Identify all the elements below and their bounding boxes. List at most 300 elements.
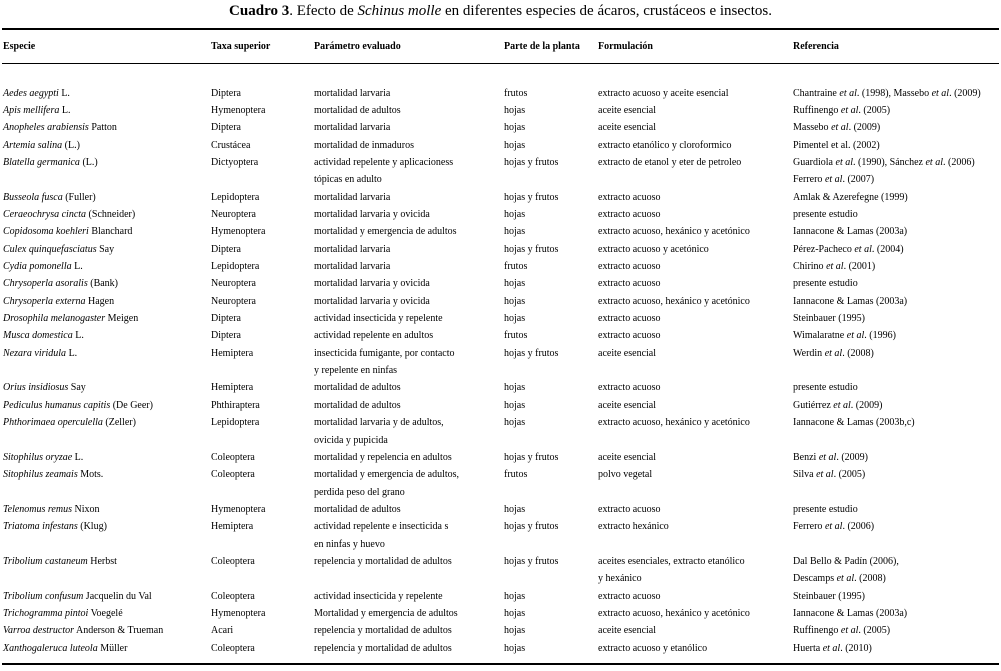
caption-text-after: en diferentes especies de ácaros, crustáceos e insectos. [441, 3, 772, 19]
reference-text: Wimalaratne [793, 330, 847, 342]
formulation-cell: extracto acuoso [598, 191, 661, 203]
formulation-cell: aceite esencial [598, 625, 657, 637]
plant-part-cell: hojas [504, 208, 526, 220]
plant-part-cell: hojas [504, 608, 526, 619]
plant-part-cell: hojas y frutos [504, 521, 559, 533]
species-cell [3, 119, 117, 136]
species-name: Chrysoperla asoralis [3, 278, 88, 290]
species-author: (L.) [79, 156, 98, 168]
reference-text: et al [846, 330, 865, 342]
reference-text: Ferrero [793, 174, 825, 186]
reference-text: presente estudio [793, 208, 858, 220]
plant-part-cell: hojas [504, 122, 526, 134]
reference-text: Ferrero [793, 521, 825, 533]
reference-cell [793, 518, 874, 535]
parameter-cell: actividad repelente y aplicacioness [314, 156, 454, 168]
taxon-cell: Lepidoptera [211, 191, 260, 203]
taxon-cell: Dictyoptera [211, 156, 259, 168]
plant-part-cell: frutos [504, 87, 528, 99]
parameter-cell: actividad insecticida y repelente [314, 590, 443, 602]
species-author: (Fuller) [62, 191, 96, 203]
parameter-cell: mortalidad larvaria y ovicida [314, 208, 430, 220]
species-name: Busseola fusca [3, 191, 63, 203]
plant-part-cell: frutos [504, 261, 528, 272]
parameter-cell: actividad repelente en adultos [314, 330, 434, 342]
reference-text: et al [818, 451, 837, 463]
parameter-cell: mortalidad de adultos [314, 382, 401, 394]
species-name: Aedes aegypti [3, 87, 59, 99]
species-name: Culex quinquefasciatus [3, 243, 97, 255]
parameter-cell: ovicida y pupicida [314, 434, 388, 446]
reference-cell [793, 640, 872, 657]
species-author: Anderson & Trueman [74, 625, 164, 637]
table-caption [0, 2, 1001, 20]
formulation-cell: extracto de etanol y eter de petroleo [598, 156, 742, 168]
reference-text: Chantraine [793, 87, 840, 99]
taxon-cell: Neuroptera [211, 295, 256, 307]
species-name: Blatella germanica [3, 156, 80, 168]
reference-text: . (2009) [836, 451, 868, 463]
species-author: Patton [88, 122, 117, 134]
parameter-cell: mortalidad larvaria [314, 243, 391, 255]
reference-cell [793, 588, 865, 605]
taxon-cell: Diptera [211, 313, 241, 325]
reference-text: Chirino [793, 261, 827, 272]
reference-text: et al [822, 642, 841, 654]
plant-part-cell: hojas [504, 295, 526, 307]
plant-part-cell: hojas [504, 313, 526, 325]
species-name: Sitophilus zeamais [3, 469, 78, 481]
species-cell [3, 310, 138, 327]
taxon-cell: Hymenoptera [211, 226, 266, 238]
taxon-cell: Coleoptera [211, 451, 255, 463]
reference-text: presente estudio [793, 382, 858, 394]
header-rule [2, 63, 999, 64]
species-author: Say [68, 382, 86, 394]
reference-text: presente estudio [793, 278, 858, 290]
species-cell [3, 449, 83, 466]
bottom-rule [2, 663, 999, 665]
reference-cell [793, 258, 875, 275]
taxon-cell: Diptera [211, 330, 241, 342]
reference-text: et al [840, 104, 859, 116]
reference-cell [793, 570, 886, 587]
species-name: Cydia pomonella [3, 261, 72, 272]
reference-cell [793, 622, 890, 639]
species-name: Musca domestica [3, 330, 73, 342]
reference-cell [793, 154, 975, 171]
species-cell [3, 345, 77, 362]
plant-part-cell: hojas [504, 399, 526, 411]
reference-text: Ruffinengo [793, 104, 841, 116]
reference-cell [793, 397, 882, 414]
parameter-cell: actividad repelente e insecticida s [314, 521, 449, 533]
reference-text: presente estudio [793, 503, 858, 515]
formulation-cell: aceite esencial [598, 451, 657, 463]
parameter-cell: mortalidad de adultos [314, 399, 401, 411]
species-cell [3, 501, 99, 518]
plant-part-cell: frutos [504, 330, 528, 342]
reference-text: Pimentel et al. (2002) [793, 139, 880, 151]
reference-cell [793, 85, 981, 102]
reference-cell [793, 206, 858, 223]
plant-part-cell: hojas [504, 139, 526, 151]
reference-text: Massebo [793, 122, 832, 134]
formulation-cell: aceite esencial [598, 347, 657, 359]
plant-part-cell: hojas [504, 625, 526, 637]
reference-text: . (1998), Massebo [856, 87, 932, 99]
plant-part-cell: hojas y frutos [504, 347, 559, 359]
reference-text: Benzi [793, 451, 819, 463]
species-cell [3, 588, 152, 605]
taxon-cell: Hemiptera [211, 521, 254, 533]
reference-text: . (2008) [854, 573, 886, 585]
species-name: Orius insidiosus [3, 382, 69, 394]
species-author: Say [96, 243, 115, 255]
parameter-cell: repelencia y mortalidad de adultos [314, 625, 452, 637]
species-author: Herbst [87, 555, 117, 567]
parameter-cell: mortalidad de adultos [314, 104, 401, 116]
species-name: Copidosoma koehleri [3, 226, 89, 238]
reference-text: et al [824, 174, 843, 186]
caption-species: Schinus molle [357, 3, 442, 19]
reference-text: Iannacone & Lamas (2003a) [793, 295, 908, 307]
taxon-cell: Crustácea [211, 139, 251, 151]
formulation-cell: extracto acuoso, hexánico y acetónico [598, 226, 750, 238]
species-name: Sitophilus oryzae [3, 451, 73, 463]
parameter-cell: mortalidad larvaria y ovicida [314, 278, 430, 290]
species-cell [3, 518, 107, 535]
reference-text: et al [840, 625, 859, 637]
taxon-cell: Lepidoptera [211, 261, 260, 272]
plant-part-cell: hojas [504, 503, 526, 515]
reference-text: et al [925, 156, 943, 168]
reference-text: . (2001) [843, 261, 876, 272]
plant-part-cell: hojas y frutos [504, 451, 559, 463]
taxon-cell: Hemiptera [211, 347, 254, 359]
parameter-cell: insecticida fumigante, por contacto [314, 347, 455, 359]
reference-text: . (2006) [942, 156, 975, 168]
species-author: Jacquelin du Val [83, 590, 152, 602]
parameter-cell: mortalidad y repelencia en adultos [314, 451, 452, 463]
reference-text: . (2008) [842, 347, 874, 359]
taxon-cell: Diptera [211, 122, 241, 134]
parameter-cell: repelencia y mortalidad de adultos [314, 555, 452, 567]
plant-part-cell: hojas [504, 104, 526, 116]
reference-text: . (1990), Sánchez [853, 156, 926, 168]
reference-cell [793, 137, 880, 154]
formulation-cell: extracto etanólico y cloroformico [598, 139, 732, 151]
taxon-cell: Coleoptera [211, 642, 255, 654]
reference-text: et al [831, 122, 849, 134]
species-cell [3, 640, 127, 657]
reference-text: et al [854, 243, 872, 255]
species-cell [3, 379, 86, 396]
species-name: Tribolium castaneum [3, 555, 88, 567]
reference-text: et al [816, 469, 834, 481]
reference-text: et al [836, 573, 855, 585]
parameter-cell: mortalidad larvaria y de adultos, [314, 417, 444, 429]
reference-cell [793, 553, 899, 570]
reference-text: et al [835, 156, 853, 168]
parameter-cell: mortalidad larvaria [314, 122, 391, 134]
taxon-cell: Coleoptera [211, 555, 255, 567]
parameter-cell: mortalidad y emergencia de adultos, [314, 469, 460, 481]
reference-cell [793, 379, 858, 396]
formulation-cell: extracto acuoso [598, 503, 661, 515]
reference-cell [793, 275, 858, 292]
reference-text: . (2009) [850, 399, 883, 411]
reference-text: et al [833, 399, 851, 411]
reference-cell [793, 327, 896, 344]
reference-cell [793, 414, 915, 431]
reference-text: Amlak & Azerefegne (1999) [793, 191, 908, 203]
formulation-cell: extracto acuoso y acetónico [598, 243, 709, 255]
header-referencia: Referencia [793, 41, 839, 52]
species-author: (Zeller) [102, 417, 136, 429]
formulation-cell: extracto acuoso [598, 313, 661, 325]
formulation-cell: extracto acuoso [598, 330, 661, 342]
reference-text: . (2007) [842, 174, 875, 186]
reference-text: Descamps [793, 573, 837, 585]
reference-cell [793, 449, 868, 466]
reference-text: Iannacone & Lamas (2003a) [793, 226, 908, 238]
species-name: Varroa destructor [3, 625, 75, 637]
species-cell [3, 223, 132, 240]
species-cell [3, 466, 103, 483]
reference-cell [793, 102, 890, 119]
formulation-cell: extracto acuoso [598, 382, 661, 394]
reference-text: . (2004) [871, 243, 904, 255]
species-author: (Schneider) [86, 208, 136, 220]
species-cell [3, 275, 118, 292]
species-cell [3, 258, 83, 275]
reference-text: Huerta [793, 642, 823, 654]
reference-text: . (2005) [858, 625, 891, 637]
reference-text: Guardiola [793, 156, 836, 168]
plant-part-cell: hojas [504, 642, 526, 654]
formulation-cell: polvo vegetal [598, 469, 653, 481]
reference-text: et al [839, 87, 857, 99]
reference-cell [793, 119, 880, 136]
species-name: Trichogramma pintoi [3, 608, 89, 619]
species-author: Blanchard [88, 226, 133, 238]
reference-text: . (1996) [864, 330, 896, 342]
taxon-cell: Coleoptera [211, 590, 255, 602]
plant-part-cell: hojas [504, 590, 526, 602]
species-author: Voegelé [88, 608, 123, 619]
species-name: Nezara viridula [3, 347, 67, 359]
species-name: Drosophila melanogaster [3, 313, 106, 325]
formulation-cell: extracto acuoso [598, 278, 661, 290]
species-author: Mots. [77, 469, 104, 481]
parameter-cell: mortalidad de inmaduros [314, 139, 414, 151]
formulation-cell: extracto acuoso y etanólico [598, 642, 708, 654]
species-cell [3, 293, 114, 310]
taxon-cell: Phthiraptera [211, 399, 260, 411]
taxon-cell: Hymenoptera [211, 608, 266, 619]
parameter-cell: tópicas en adulto [314, 174, 382, 186]
formulation-cell: extracto hexánico [598, 521, 669, 533]
species-name: Apis mellifera [3, 104, 60, 116]
species-author: L. [59, 104, 71, 116]
species-author: L. [71, 261, 83, 272]
reference-cell [793, 293, 907, 310]
parameter-cell: mortalidad larvaria [314, 87, 391, 99]
species-cell [3, 414, 136, 431]
taxon-cell: Lepidoptera [211, 417, 260, 429]
taxon-cell: Hymenoptera [211, 104, 266, 116]
parameter-cell: repelencia y mortalidad de adultos [314, 642, 452, 654]
reference-text: . (2010) [840, 642, 872, 654]
formulation-cell: aceites esenciales, extracto etanólico [598, 555, 745, 567]
reference-cell [793, 171, 874, 188]
reference-text: et al [824, 347, 843, 359]
reference-cell [793, 345, 874, 362]
formulation-cell: aceite esencial [598, 122, 657, 134]
reference-text: . (2006) [842, 521, 875, 533]
taxon-cell: Acari [211, 625, 234, 637]
species-author: L. [72, 451, 84, 463]
species-cell [3, 397, 153, 414]
species-name: Phthorimaea operculella [3, 417, 103, 429]
parameter-cell: mortalidad y emergencia de adultos [314, 226, 457, 238]
species-cell [3, 605, 123, 622]
species-cell [3, 154, 98, 171]
species-author: Nixon [71, 503, 100, 515]
species-name: Triatoma infestans [3, 521, 78, 533]
reference-cell [793, 501, 858, 518]
parameter-cell: y repelente en ninfas [314, 365, 398, 377]
reference-text: Werdin [793, 347, 825, 359]
header-especie: Especie [3, 41, 36, 52]
species-name: Artemia salina [3, 139, 63, 151]
parameter-cell: mortalidad de adultos [314, 503, 401, 515]
plant-part-cell: hojas [504, 278, 526, 290]
species-name: Ceraeochrysa cincta [3, 208, 87, 220]
caption-label: Cuadro 3 [229, 3, 290, 19]
plant-part-cell: hojas y frutos [504, 191, 559, 203]
taxon-cell: Coleoptera [211, 469, 255, 481]
parameter-cell: Mortalidad y emergencia de adultos [314, 608, 458, 619]
species-cell [3, 206, 135, 223]
species-author: (L.) [62, 139, 80, 151]
top-rule [2, 28, 999, 30]
reference-text: Ruffinengo [793, 625, 841, 637]
formulation-cell: extracto acuoso [598, 208, 661, 220]
reference-text: Steinbauer (1995) [793, 313, 865, 325]
species-author: L. [66, 347, 78, 359]
species-cell [3, 327, 84, 344]
formulation-cell: aceite esencial [598, 104, 657, 116]
reference-cell [793, 310, 865, 327]
species-name: Xanthogaleruca luteola [3, 642, 98, 654]
reference-text: . (2009) [949, 87, 981, 99]
reference-text: . (2009) [848, 122, 881, 134]
parameter-cell: mortalidad larvaria [314, 191, 391, 203]
plant-part-cell: hojas [504, 226, 526, 238]
formulation-cell: y hexánico [598, 573, 642, 585]
reference-cell [793, 223, 907, 240]
caption-text-before: . Efecto de [289, 3, 358, 19]
reference-cell [793, 466, 865, 483]
species-author: (Bank) [87, 278, 119, 290]
reference-text: Dal Bello & Padín (2006), [793, 555, 899, 567]
formulation-cell: extracto acuoso, hexánico y acetónico [598, 295, 750, 307]
plant-part-cell: hojas y frutos [504, 555, 559, 567]
taxon-cell: Hemiptera [211, 382, 254, 394]
reference-text: Iannacone & Lamas (2003a) [793, 608, 908, 619]
species-name: Anopheles arabiensis [3, 122, 89, 134]
species-name: Telenomus remus [3, 503, 72, 515]
species-cell [3, 85, 70, 102]
header-taxa-superior: Taxa superior [211, 41, 271, 52]
reference-text: Pérez-Pacheco [793, 243, 855, 255]
parameter-cell: mortalidad larvaria [314, 261, 391, 272]
plant-part-cell: frutos [504, 469, 528, 481]
header-parametro-evaluado: Parámetro evaluado [314, 41, 401, 52]
plant-part-cell: hojas [504, 417, 526, 429]
header-parte-de-la-planta: Parte de la planta [504, 41, 580, 52]
plant-part-cell: hojas [504, 382, 526, 394]
formulation-cell: extracto acuoso, hexánico y acetónico [598, 608, 750, 619]
plant-part-cell: hojas y frutos [504, 243, 559, 255]
reference-text: . (2005) [858, 104, 891, 116]
reference-text: et al [931, 87, 950, 99]
reference-text: et al [826, 261, 844, 272]
header-formulacion: Formulación [598, 41, 653, 52]
parameter-cell: perdida peso del grano [314, 486, 405, 498]
species-name: Chrysoperla externa [3, 295, 86, 307]
parameter-cell: actividad insecticida y repelente [314, 313, 443, 325]
taxon-cell: Diptera [211, 243, 241, 255]
formulation-cell: extracto acuoso y aceite esencial [598, 87, 729, 99]
reference-cell [793, 189, 908, 206]
reference-cell [793, 605, 907, 622]
taxon-cell: Hymenoptera [211, 503, 266, 515]
species-author: Meigen [105, 313, 139, 325]
species-cell [3, 241, 114, 258]
reference-text: . (2005) [833, 469, 866, 481]
plant-part-cell: hojas y frutos [504, 156, 559, 168]
species-cell [3, 553, 117, 570]
reference-text: Iannacone & Lamas (2003b,c) [793, 417, 915, 429]
reference-text: et al [824, 521, 843, 533]
species-cell [3, 137, 80, 154]
species-cell [3, 189, 96, 206]
parameter-cell: mortalidad larvaria y ovicida [314, 295, 430, 307]
parameter-cell: en ninfas y huevo [314, 538, 385, 550]
species-author: L. [72, 330, 84, 342]
species-cell [3, 102, 71, 119]
formulation-cell: aceite esencial [598, 399, 657, 411]
taxon-cell: Neuroptera [211, 208, 256, 220]
formulation-cell: extracto acuoso [598, 261, 661, 272]
reference-text: Silva [793, 469, 817, 481]
species-author: Müller [97, 642, 128, 654]
species-cell [3, 622, 163, 639]
species-author: Hagen [85, 295, 115, 307]
formulation-cell: extracto acuoso, hexánico y acetónico [598, 417, 750, 429]
reference-text: Steinbauer (1995) [793, 590, 865, 602]
species-author: (De Geer) [110, 399, 153, 411]
species-author: L. [58, 87, 70, 99]
taxon-cell: Neuroptera [211, 278, 256, 290]
species-author: (Klug) [77, 521, 107, 533]
taxon-cell: Diptera [211, 87, 241, 99]
reference-text: Gutiérrez [793, 399, 834, 411]
species-name: Pediculus humanus capitis [3, 399, 111, 411]
